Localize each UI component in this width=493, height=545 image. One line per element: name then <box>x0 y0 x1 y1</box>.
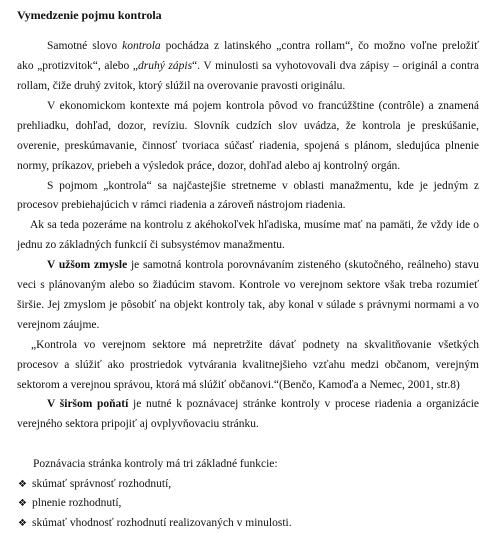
quote-line-2: procesov a slúžiť ako prostriedok vytvárania kvalitnejšieho vzťahu medzi občanom, verejným <box>17 359 479 371</box>
paragraph-5-line-1: V užšom zmysle je samotná kontrola porovnávaním zisteného (skutočného, reálneho) stavu <box>47 259 479 271</box>
list-item: ❖ skúmať vhodnosť rozhodnutí realizovaných v minulosti. <box>18 514 292 534</box>
paragraph-4-line-1: Ak sa teda pozeráme na kontrolu z akéhokoľvek hľadiska, musíme mať na pamäti, že vždy ide o <box>30 219 479 231</box>
term-broader-sense: V širšom poňatí <box>47 398 129 410</box>
section-heading: Vymedzenie pojmu kontrola <box>17 8 162 22</box>
emphasis-druhy-zapis: druhý zápis <box>137 60 193 72</box>
quote-line-3: sektorom a verejnou správou, ktorá má slúžiť občanovi.“(Benčo, Kamoďa a Nemec, 2001, str.8) <box>17 379 460 391</box>
paragraph-2-line-2: prehliadku, dohľad, dozor, revíziu. Slovník cudzích slov uvádza, že kontrola je preskúšanie, <box>17 120 479 132</box>
paragraph-7-line-1: V širšom poňatí je nutné k poznávacej stránke kontroly v procese riadenia a organizácie <box>47 398 480 410</box>
paragraph-2-line-1: V ekonomickom kontexte má pojem kontrola pôvod vo francúžštine (contrôle) a znamená <box>47 100 479 112</box>
paragraph-5-line-4: verejnom záujme. <box>17 319 100 331</box>
paragraph-5-line-2: veci s plánovaným alebo so žiadúcim stavom. Kontrole vo verejnom sektore však treba rozumieť <box>17 279 479 291</box>
quote-line-1: „Kontrola vo verejnom sektore má nepretržite dávať podnety na skvalitňovanie všetkých <box>31 339 479 351</box>
paragraph-7-line-2: verejného sektora pripojiť aj ovplyvňovaciu stránku. <box>17 418 259 430</box>
diamond-bullet-icon: ❖ <box>18 479 27 490</box>
diamond-bullet-icon: ❖ <box>18 518 27 529</box>
paragraph-1-line-3: rollam, čiže druhý zvitok, ktorý slúžil na overovanie pravosti originálu. <box>17 80 346 92</box>
diamond-bullet-icon: ❖ <box>18 498 27 509</box>
paragraph-2-line-4: normy, príkazov, priebeh a výsledok práce, dozor, dohľad alebo aj kontrolný orgán. <box>17 160 401 172</box>
paragraph-3-line-2: procesov prebiehajúcich v rámci riadenia a zároveň nástrojom riadenia. <box>17 199 346 211</box>
paragraph-1-line-1: Samotné slovo kontrola pochádza z latinského „contra rollam“, čo možno voľne preložiť <box>47 40 479 52</box>
list-intro: Poznávacia stránka kontroly má tri základné funkcie: <box>33 458 278 470</box>
paragraph-5-line-3: širšie. Jej zmyslom je pôsobiť na objekt kontroly tak, aby konal v súlade s právnymi normami a vo <box>17 299 479 311</box>
paragraph-2-line-3: overenie, preskúmavanie, činnosť tvoriaca súčasť riadenia, spojená s plánom, sledujúca plnenie <box>17 140 479 152</box>
emphasis-kontrola: kontrola <box>122 40 161 52</box>
paragraph-3-line-1: S pojmom „kontrola“ sa najčastejšie stretneme v oblasti manažmentu, kde je jedným z <box>47 180 479 192</box>
paragraph-4-line-2: jednu zo základných funkcií či subsystémov manažmentu. <box>17 239 285 251</box>
paragraph-1-line-2: ako „protizvitok“, alebo „druhý zápis“. V minulosti sa vyhotovovali dva zápisy – originál a contra <box>17 60 479 72</box>
list-item: ❖ plnenie rozhodnutí, <box>18 494 121 514</box>
term-narrow-sense: V užšom zmysle <box>47 259 128 271</box>
list-item: ❖ skúmať správnosť rozhodnutí, <box>18 475 171 495</box>
